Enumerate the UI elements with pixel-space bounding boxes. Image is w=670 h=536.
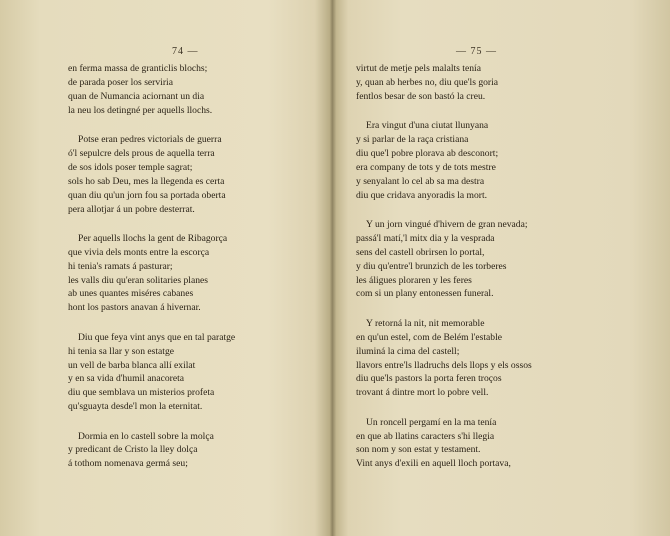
verse-line: Diu que feya vint anys que en tal paratge	[78, 331, 236, 343]
verse-line: Y retorná la nit, nit memorable	[366, 317, 485, 329]
stanza	[356, 62, 656, 104]
verse-line: les áligues ploraren y les feres	[356, 274, 472, 286]
verse-line: trovant á dintre mort lo pobre vell.	[356, 387, 489, 399]
verse-line: y en sa vida d'humil anacoreta	[68, 373, 185, 385]
verse-line: virtut de metje pels malalts tenía	[356, 63, 481, 74]
verse-line: y diu qu'entre'l brunzich de les torberes	[356, 260, 507, 272]
verse-line: passá'l matí,'l mitx dia y la vesprada	[356, 232, 495, 244]
poem-text-right	[356, 62, 656, 487]
right-page	[336, 0, 670, 536]
verse-line: ó'l sepulcre dels prous de aquella terra	[68, 147, 215, 159]
verse-line: hi tenia sa llar y son estatge	[68, 345, 175, 357]
verse-line: les valls diu qu'eran solitaries planes	[68, 274, 209, 286]
stanza	[68, 331, 318, 414]
verse-line: Y un jorn vingué d'hivern de gran nevada;	[366, 219, 528, 231]
verse-line: hont los pastors anavan á hivernar.	[68, 302, 201, 314]
verse-line: la neu los detingné per aquells llochs.	[68, 104, 213, 116]
verse-line: un vell de barba blanca allí exilat	[68, 359, 196, 371]
verse-line: com si un plany entonessen funeral.	[356, 288, 494, 300]
verse-line: que vivia dels monts entre la escorça	[68, 246, 210, 258]
verse-line: pera allotjar á un pobre desterrat.	[68, 203, 195, 215]
verse-line: quan diu qu'un jorn fou sa portada oberta	[68, 189, 226, 201]
stanza	[68, 62, 318, 118]
stanza	[356, 317, 656, 400]
verse-line: y senyalant lo cel ab sa ma destra	[356, 175, 485, 187]
verse-line: fentlos besar de son bastó la creu.	[356, 90, 486, 102]
verse-line: y si parlar de la raça cristiana	[356, 134, 469, 146]
verse-line: diu que'l pobre plorava ab desconort;	[356, 147, 499, 159]
verse-line: y, quan ab herbes no, diu que'ls goria	[356, 76, 499, 88]
verse-line: quan de Numancia aciornant un dia	[68, 90, 205, 102]
verse-line: á tothom nomenava germá seu;	[68, 458, 188, 470]
verse-line: diu que semblava un misterios profeta	[68, 387, 215, 399]
stanza	[356, 119, 656, 202]
verse-line: en ferma massa de granticlis blochs;	[68, 63, 208, 74]
verse-line: en qu'un estel, com de Belém l'estable	[356, 331, 502, 343]
verse-line: ab unes quantes miséres cabanes	[68, 288, 194, 300]
stanza	[68, 133, 318, 216]
stanza	[68, 232, 318, 315]
verse-line: llavors entre'ls lladruchs dels llops y els ossos	[356, 359, 532, 371]
stanza	[356, 218, 656, 301]
verse-line: hi tenia's ramats á pasturar;	[68, 260, 173, 272]
verse-line: Vint anys d'exili en aquell lloch portava,	[356, 458, 511, 470]
stanza	[68, 430, 318, 472]
left-page	[0, 0, 330, 536]
verse-line: diu que'ls pastors la porta feren troços	[356, 373, 502, 385]
verse-line: de parada poser los serviria	[68, 76, 173, 88]
verse-line: Potse eran pedres victorials de guerra	[78, 134, 222, 146]
verse-line: de sos idols poser temple sagrat;	[68, 161, 193, 173]
page-number-right: — 75 —	[456, 46, 497, 57]
verse-line: son nom y son estat y testament.	[356, 444, 481, 456]
page-number-left: 74 —	[172, 46, 199, 57]
verse-line: diu que cridava anyoradis la mort.	[356, 189, 488, 201]
verse-line: sols ho sab Deu, mes la llegenda es certa	[68, 175, 225, 187]
poem-text-left	[68, 62, 318, 487]
verse-line: era company de tots y de tots mestre	[356, 161, 496, 173]
stanza	[356, 416, 656, 472]
verse-line: sens del castell obrirsen lo portal,	[356, 246, 485, 258]
verse-line: y predicant de Cristo la lley dolça	[68, 444, 198, 456]
verse-line: iluminá la cima del castell;	[356, 345, 460, 357]
verse-line: en que ab llatins caracters s'hi llegia	[356, 430, 495, 442]
verse-line: Dormia en lo castell sobre la molça	[78, 430, 214, 442]
verse-line: Per aquells llochs la gent de Ribagorça	[78, 232, 228, 244]
verse-line: Un roncell pergamí en la ma tenía	[366, 416, 497, 428]
verse-line: qu'sguayta desde'l mon la eternitat.	[68, 401, 203, 413]
verse-line: Era vingut d'una ciutat llunyana	[366, 120, 489, 132]
